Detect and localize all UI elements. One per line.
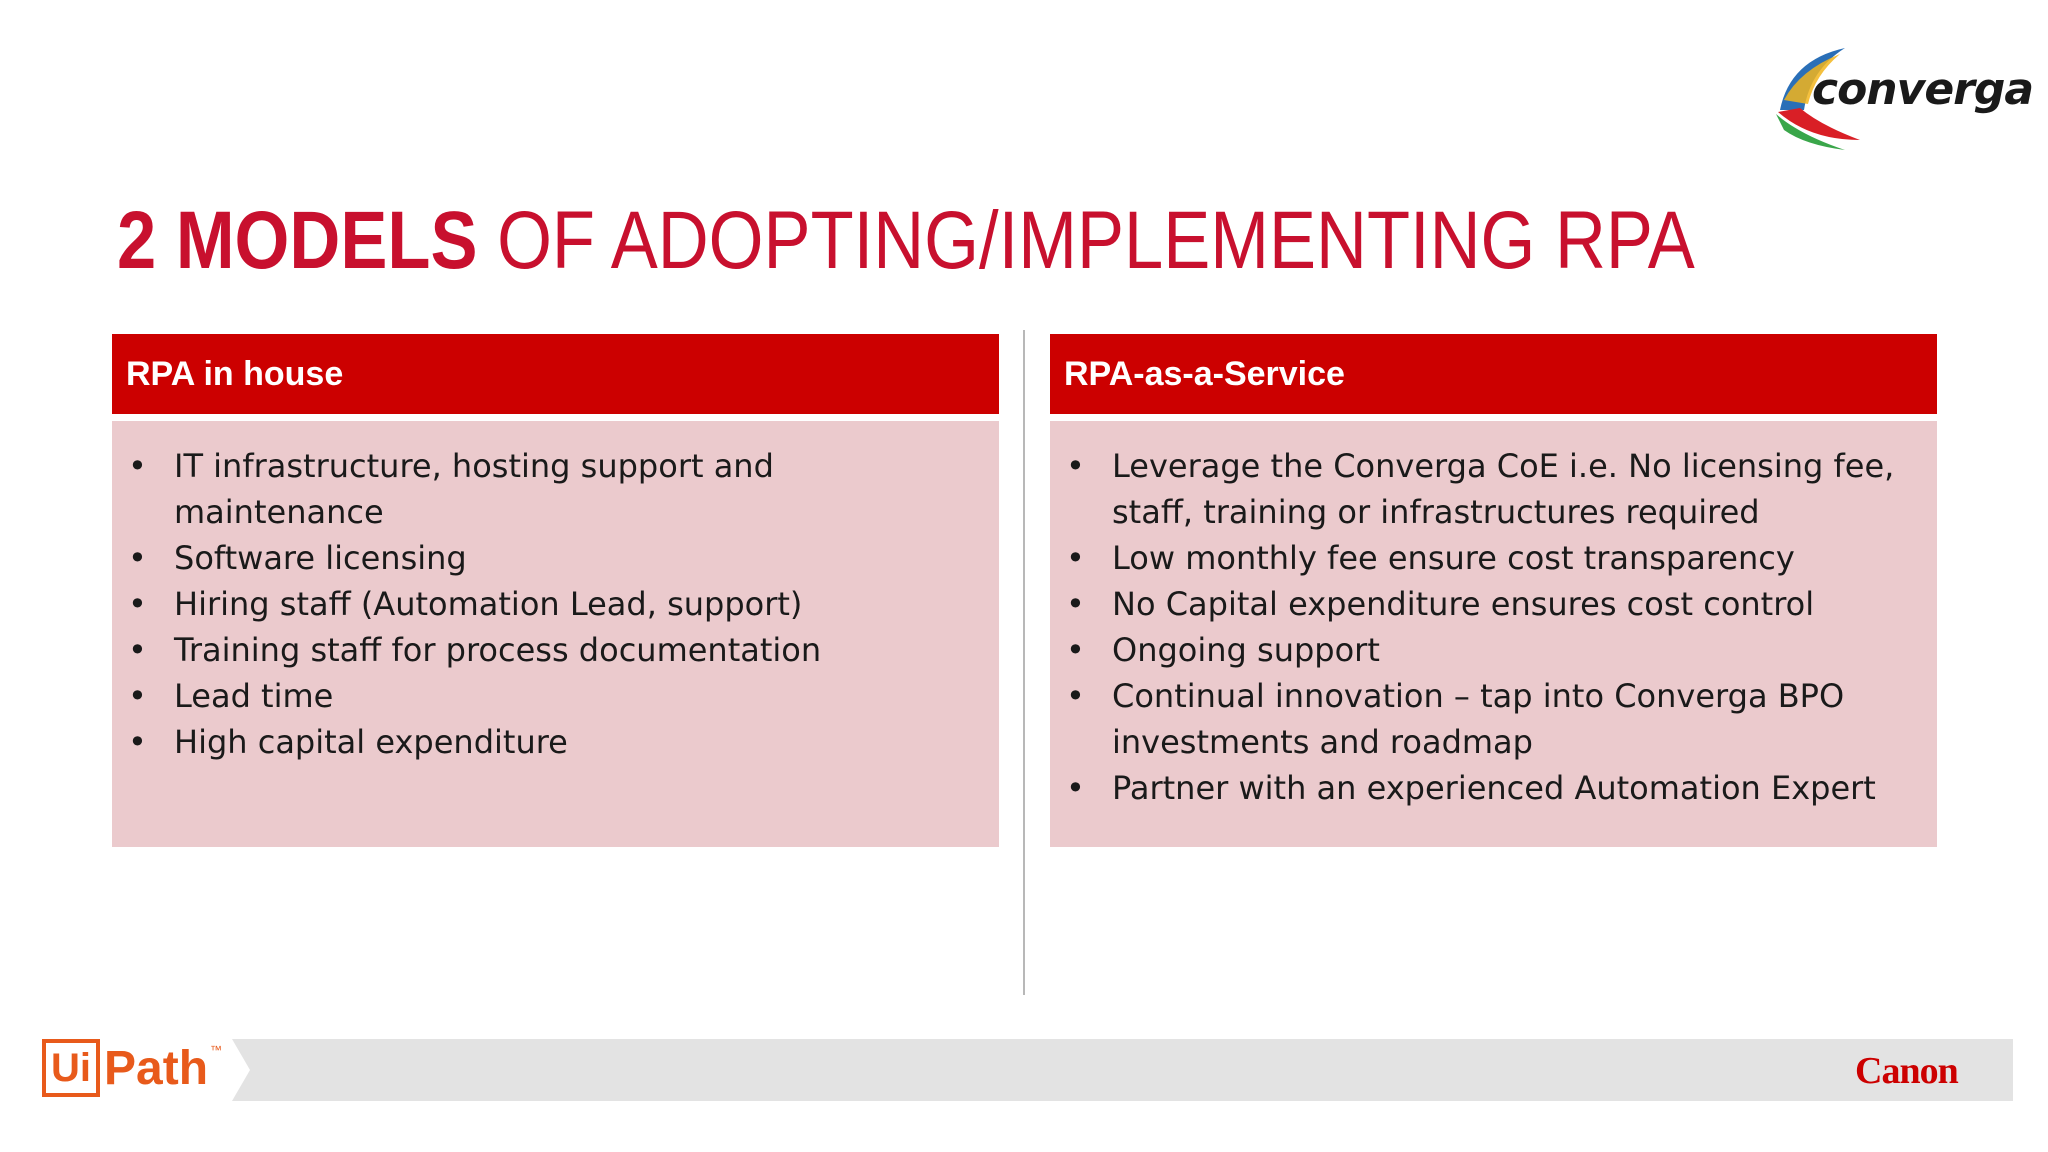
list-item: • Training staff for process documentation [126,627,979,673]
bullet-icon: • [128,539,147,577]
list-item: • Continual innovation – tap into Converga BPO investments and roadmap [1064,673,1917,765]
panel-body [112,421,999,847]
list-item: • No Capital expenditure ensures cost control [1064,581,1917,627]
title-rest: OF ADOPTING/IMPLEMENTING RPA [477,195,1695,286]
bullet-list [126,443,979,765]
uipath-trademark: ™ [210,1043,223,1057]
list-item: • Partner with an experienced Automation Expert [1064,765,1917,811]
converga-logo [1770,40,2034,160]
bullet-icon: • [128,723,147,761]
bullet-icon: • [1066,769,1085,807]
bullet-list [1064,443,1917,811]
list-item: • Lead time [126,673,979,719]
panel-header: RPA-as-a-Service [1050,334,1937,414]
vertical-divider [1023,330,1025,995]
list-item: • IT infrastructure, hosting support and maintenance [126,443,979,535]
panel-header: RPA in house [112,334,999,414]
page-title [117,195,1695,286]
bullet-icon: • [1066,677,1085,715]
footer-chevron-icon [232,1039,250,1101]
bullet-icon: • [128,585,147,623]
bullet-icon: • [128,677,147,715]
uipath-logo-text: Path [104,1041,209,1095]
panel-rpa-as-a-service [1050,334,1937,847]
bullet-icon: • [128,447,147,485]
uipath-logo-box: Ui [42,1039,100,1097]
list-item: • Hiring staff (Automation Lead, support) [126,581,979,627]
list-item: • High capital expenditure [126,719,979,765]
bullet-icon: • [1066,447,1085,485]
uipath-logo [42,1035,222,1101]
list-item: • Software licensing [126,535,979,581]
title-strong: 2 MODELS [117,195,478,286]
list-item: • Ongoing support [1064,627,1917,673]
footer-bar [232,1039,2013,1101]
converga-wordmark: converga [1812,64,2034,115]
panel-body [1050,421,1937,847]
bullet-icon: • [1066,539,1085,577]
bullet-icon: • [128,631,147,669]
list-item: • Leverage the Converga CoE i.e. No licensing fee, staff, training or infrastructures required [1064,443,1917,535]
list-item: • Low monthly fee ensure cost transparency [1064,535,1917,581]
bullet-icon: • [1066,585,1085,623]
panel-rpa-in-house [112,334,999,847]
canon-logo: Canon [1855,1050,1958,1092]
bullet-icon: • [1066,631,1085,669]
